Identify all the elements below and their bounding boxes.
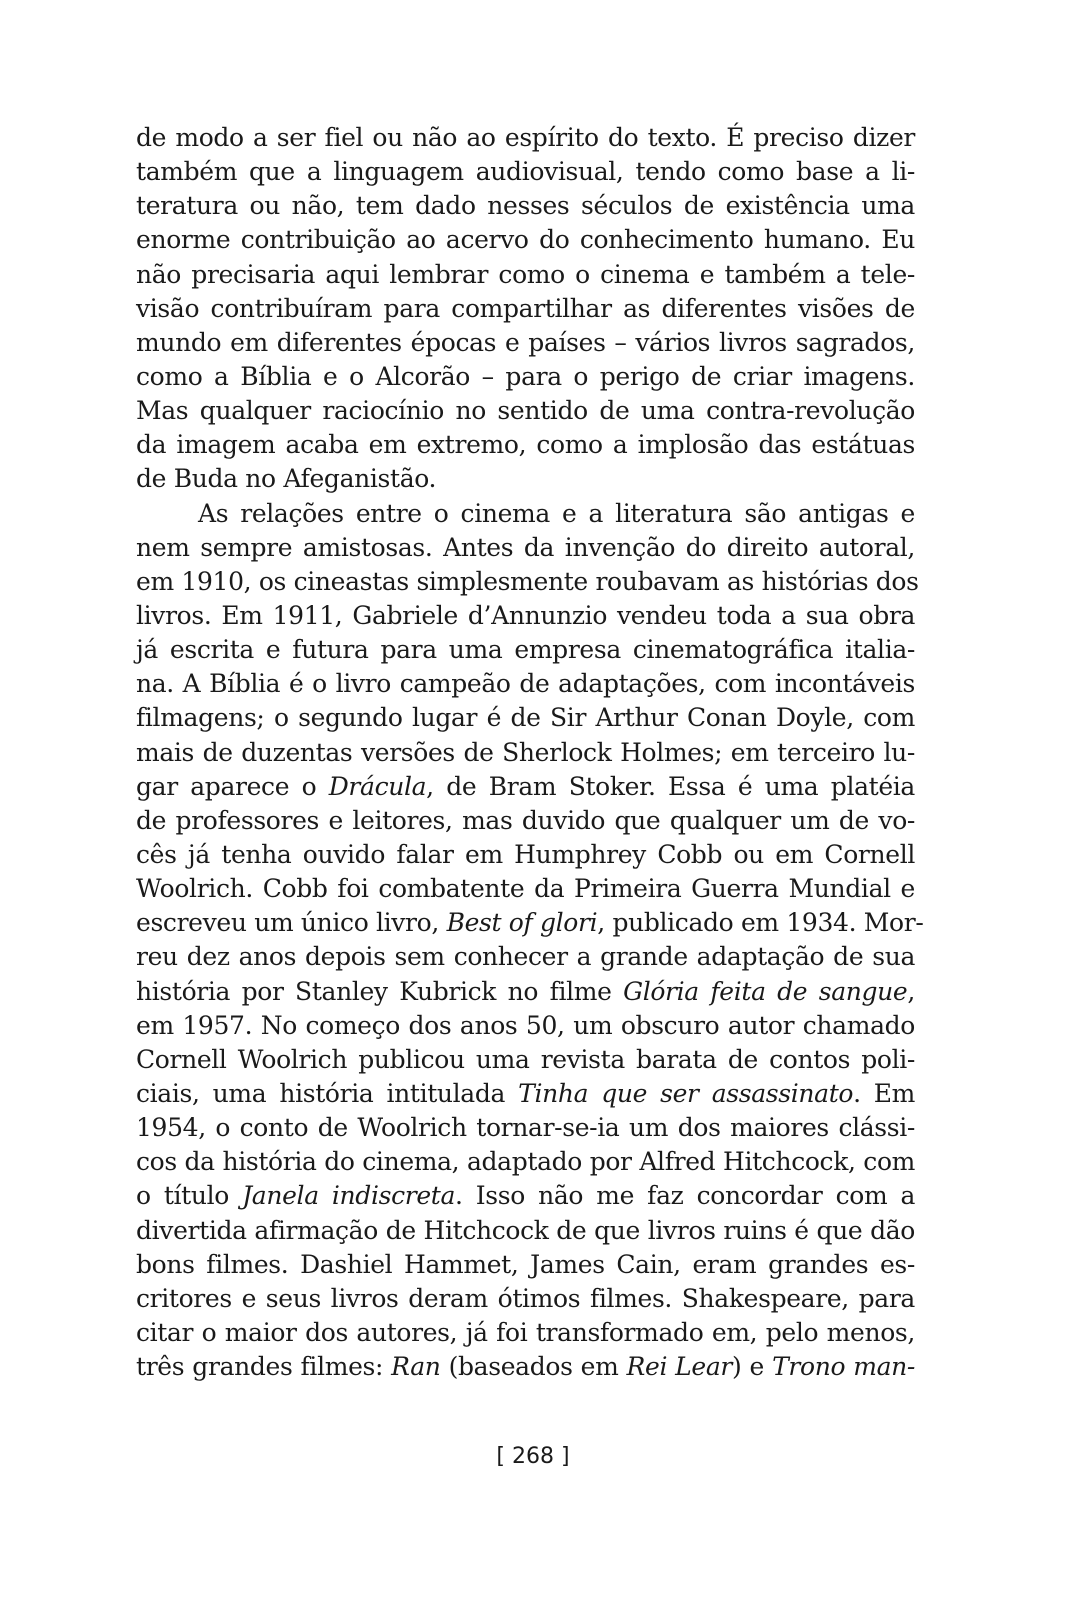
text-run: Cornell Woolrich publicou uma revista barata de contos poli- — [136, 1044, 915, 1074]
text-line — [136, 292, 915, 326]
text-line — [136, 906, 924, 940]
text-line — [136, 838, 915, 872]
text-line — [136, 394, 915, 428]
text-line — [136, 872, 915, 906]
text-run: em 1957. No começo dos anos 50, um obscuro autor chamado — [136, 1010, 915, 1040]
text-line — [136, 1145, 915, 1179]
italic-title: Tinha que ser assassinato — [518, 1078, 854, 1108]
text-run: cos da história do cinema, adaptado por Alfred Hitchcock, com — [136, 1147, 915, 1177]
text-run: em 1910, os cineastas simplesmente roubavam as histórias dos — [136, 566, 919, 596]
text-run: Woolrich. Cobb foi combatente da Primeira Guerra Mundial e — [136, 874, 915, 904]
text-run: de Buda no Afeganistão. — [136, 464, 437, 494]
text-run: bons filmes. Dashiel Hammet, James Cain, eram grandes es- — [136, 1249, 915, 1279]
text-run: na. A Bíblia é o livro campeão de adaptações, com incontáveis — [136, 669, 915, 699]
italic-title: Best of glori — [446, 908, 598, 938]
text-run: como a Bíblia e o Alcorão – para o perigo de criar imagens. — [136, 361, 915, 391]
page-body — [136, 121, 924, 1384]
text-run: , publicado em 1934. Mor- — [597, 908, 924, 938]
text-run: enorme contribuição ao acervo do conhecimento humano. Eu — [136, 225, 915, 255]
italic-title: Ran — [391, 1352, 441, 1382]
text-line — [136, 1009, 915, 1043]
text-run: critores e seus livros deram ótimos filmes. Shakespeare, para — [136, 1283, 915, 1313]
text-line — [136, 326, 915, 360]
text-run: Mas qualquer raciocínio no sentido de uma contra-revolução — [136, 396, 915, 426]
text-line — [136, 633, 915, 667]
text-line — [136, 1282, 915, 1316]
text-line — [136, 599, 915, 633]
text-run: (baseados em — [440, 1352, 627, 1382]
text-run: também que a linguagem audiovisual, tendo como base a li- — [136, 157, 915, 187]
text-run: citar o maior dos autores, já foi transformado em, pelo menos, — [136, 1317, 915, 1347]
text-line — [136, 155, 915, 189]
text-line — [136, 701, 915, 735]
text-line — [136, 1214, 915, 1248]
text-run: nem sempre amistosas. Antes da invenção do direito autoral, — [136, 532, 915, 562]
text-run: , de Bram Stoker. Essa é uma platéia — [426, 771, 915, 801]
text-run: já escrita e futura para uma empresa cinematográfica italia- — [136, 635, 915, 665]
text-run: filmagens; o segundo lugar é de Sir Arthur Conan Doyle, com — [136, 703, 915, 733]
text-line — [136, 1248, 915, 1282]
text-line — [136, 223, 915, 257]
text-run: visão contribuíram para compartilhar as diferentes visões de — [136, 293, 915, 323]
text-line — [136, 1043, 915, 1077]
italic-title: Rei Lear — [626, 1352, 733, 1382]
page-number: [ 268 ] — [496, 1444, 570, 1469]
text-run: de modo a ser fiel ou não ao espírito do texto. É preciso dizer — [136, 123, 915, 152]
text-run: mais de duzentas versões de Sherlock Holmes; em terceiro lu- — [136, 737, 915, 767]
text-run: livros. Em 1911, Gabriele d’Annunzio vendeu toda a sua obra — [136, 600, 915, 630]
text-line — [136, 531, 915, 565]
text-run: história por Stanley Kubrick no filme — [136, 976, 624, 1006]
text-run: teratura ou não, tem dado nesses séculos de existência uma — [136, 191, 915, 221]
text-line — [136, 497, 915, 531]
italic-title: Glória feita de sangue — [623, 976, 908, 1006]
text-run: . Isso não me faz concordar com a — [455, 1181, 915, 1211]
text-line — [136, 360, 915, 394]
italic-title: Drácula — [328, 771, 427, 801]
text-run: divertida afirmação de Hitchcock de que livros ruins é que dão — [136, 1215, 915, 1245]
text-line — [136, 1316, 915, 1350]
text-line — [136, 462, 915, 496]
text-run: o título — [136, 1181, 243, 1211]
text-run: reu dez anos depois sem conhecer a grande adaptação de sua — [136, 942, 915, 972]
text-line — [136, 1350, 915, 1384]
text-line — [136, 975, 915, 1009]
italic-title: Janela indiscreta — [242, 1181, 456, 1211]
text-line — [136, 736, 915, 770]
text-line — [136, 1179, 915, 1213]
text-run: escreveu um único livro, — [136, 908, 447, 938]
text-line — [136, 428, 915, 462]
text-line — [136, 258, 915, 292]
text-run: , — [907, 976, 915, 1006]
text-run: ciais, uma história intitulada — [136, 1078, 519, 1108]
text-run: ) e — [732, 1352, 773, 1382]
text-run: cês já tenha ouvido falar em Humphrey Cobb ou em Cornell — [136, 839, 915, 869]
text-run: mundo em diferentes épocas e países – vários livros sagrados, — [136, 327, 915, 357]
text-run: não precisaria aqui lembrar como o cinema e também a tele- — [136, 259, 915, 289]
text-line — [136, 121, 915, 155]
text-run: de professores e leitores, mas duvido que qualquer um de vo- — [136, 805, 915, 835]
paragraph — [136, 121, 915, 497]
text-line — [136, 804, 915, 838]
paragraph — [136, 497, 924, 1385]
text-run: três grandes filmes: — [136, 1352, 392, 1382]
text-run: gar aparece o — [136, 771, 329, 801]
text-line — [136, 189, 915, 223]
text-line — [136, 1111, 915, 1145]
text-run: As relações entre o cinema e a literatura são antigas e — [198, 498, 915, 528]
text-line — [136, 565, 919, 599]
text-line — [136, 1077, 915, 1111]
text-line — [136, 770, 915, 804]
text-run: da imagem acaba em extremo, como a implosão das estátuas — [136, 430, 915, 460]
italic-title: Trono man- — [772, 1352, 916, 1382]
text-run: 1954, o conto de Woolrich tornar-se-ia um dos maiores clássi- — [136, 1113, 915, 1143]
text-line — [136, 940, 915, 974]
text-run: . Em — [853, 1078, 916, 1108]
text-line — [136, 667, 915, 701]
